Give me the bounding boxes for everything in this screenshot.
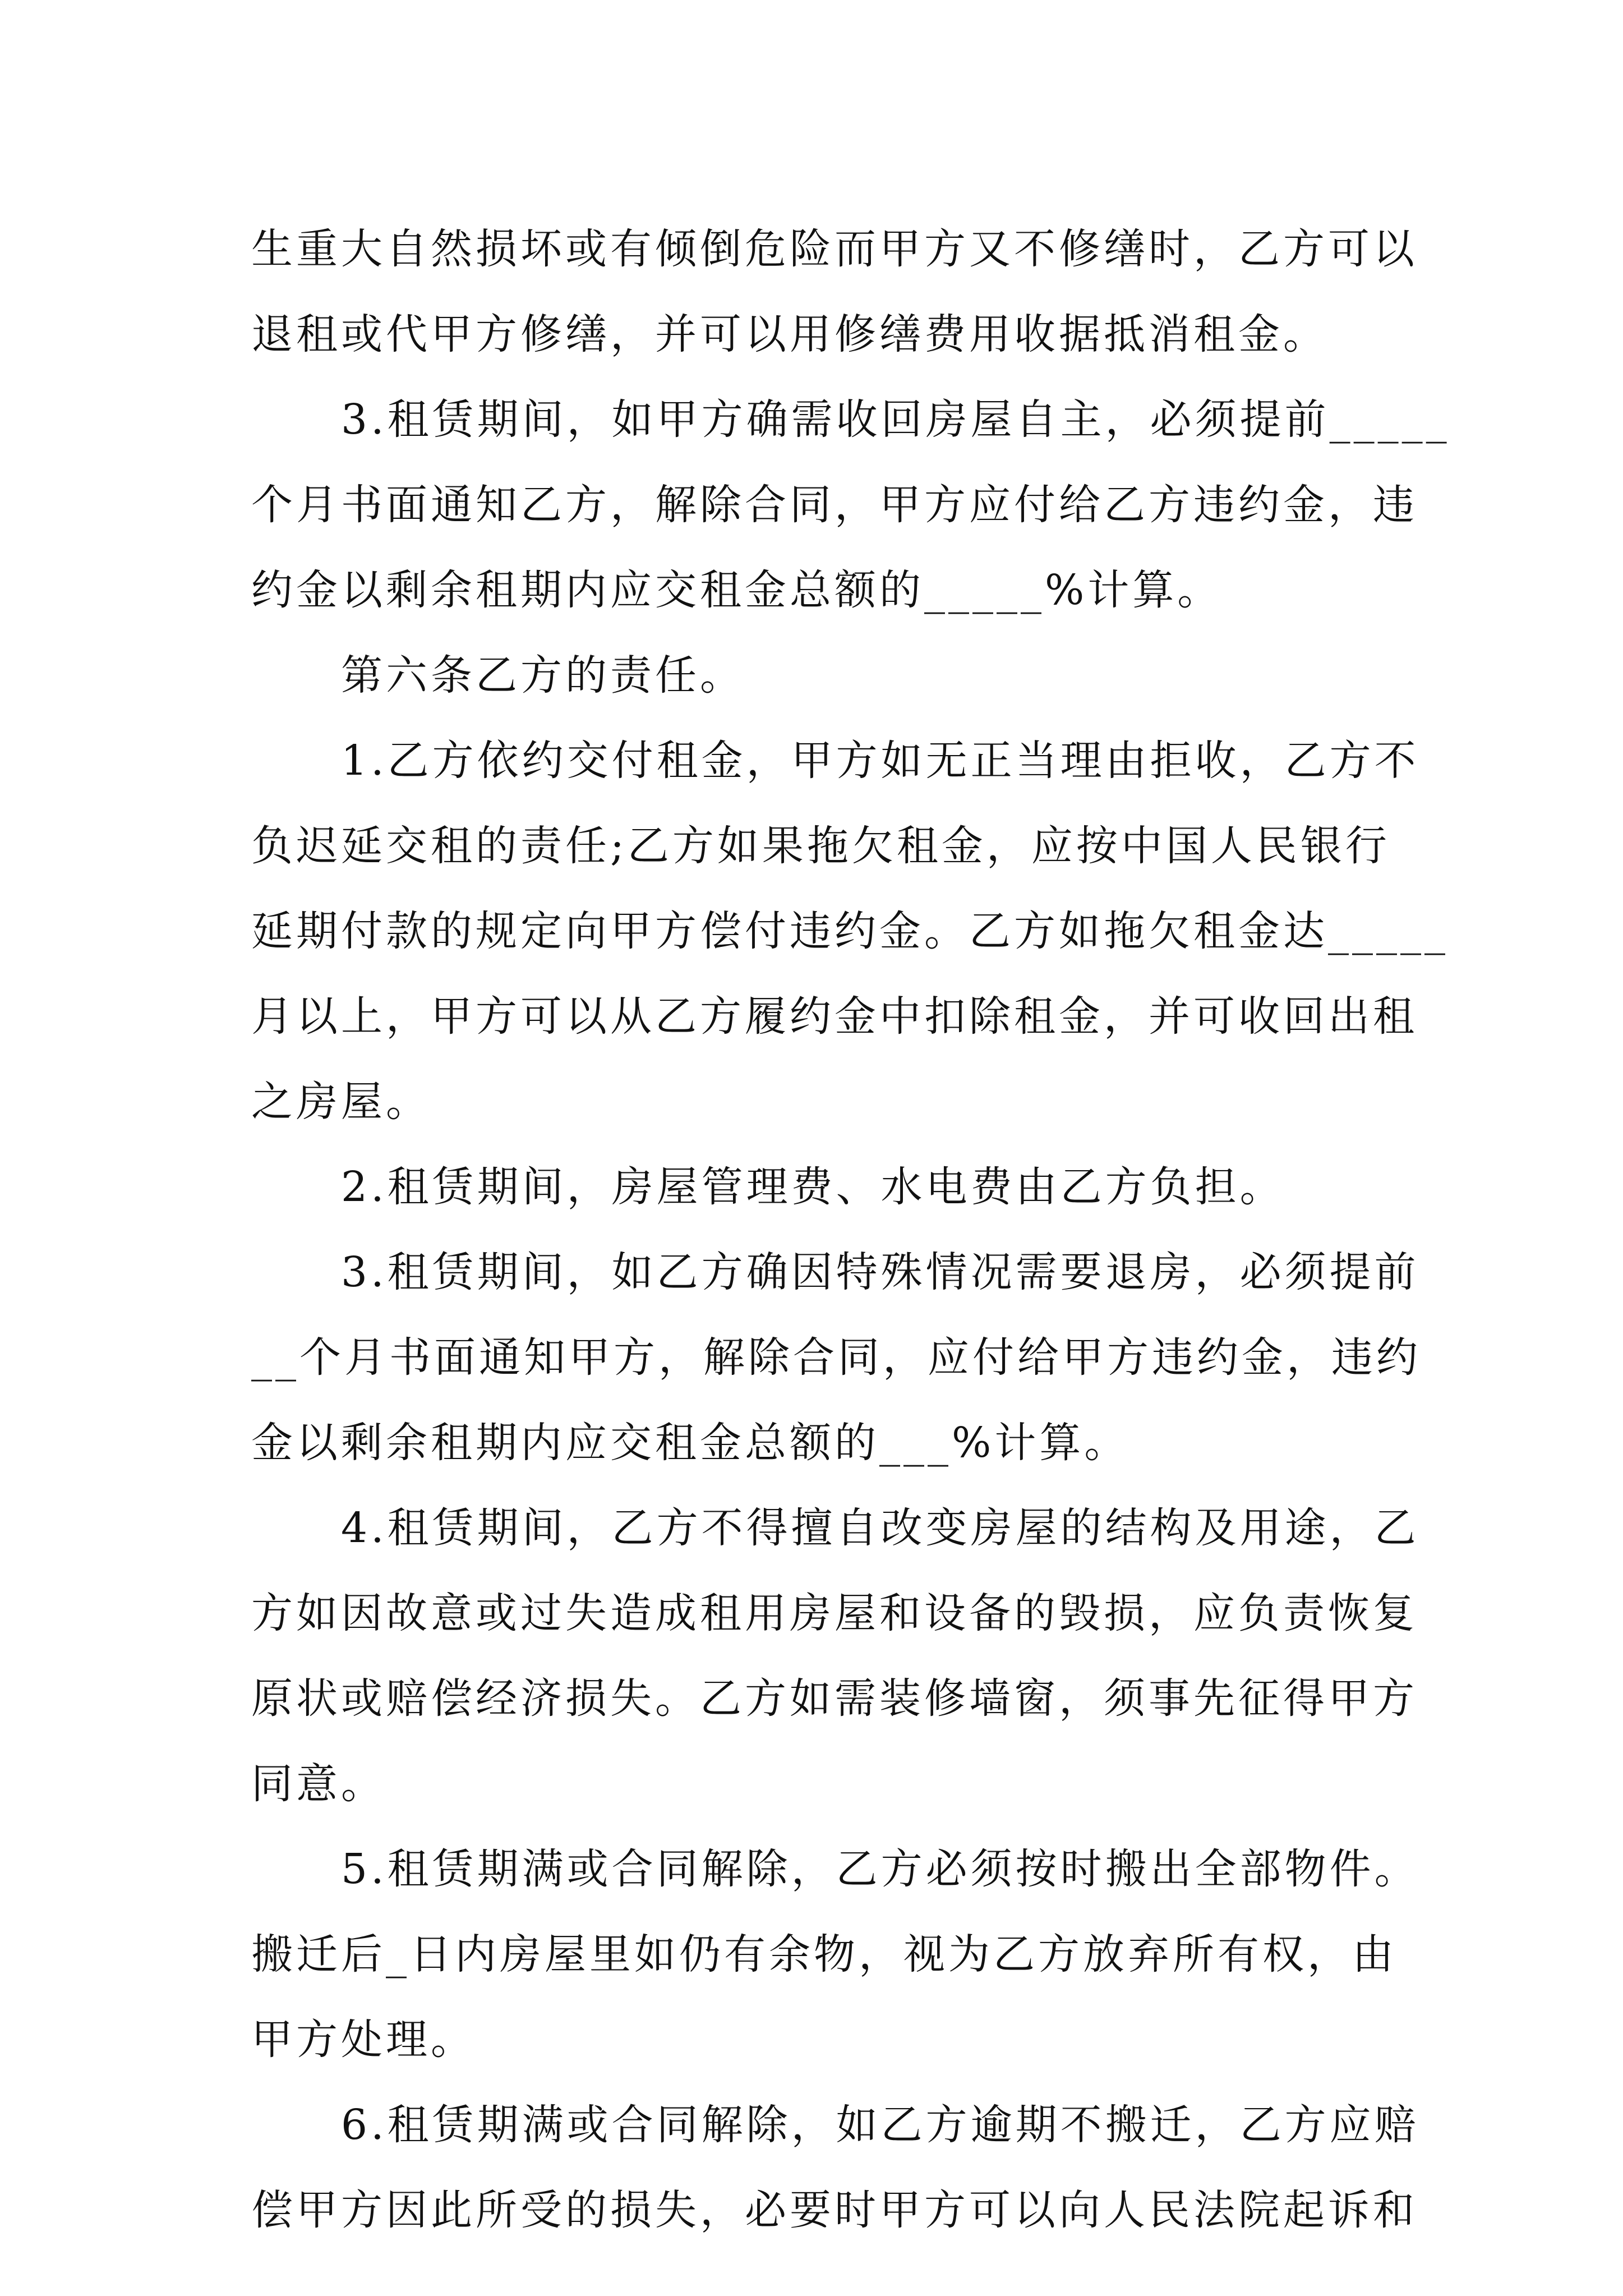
text-line: 甲方处理。 bbox=[251, 2016, 476, 2064]
text-line: 3.租赁期间，如乙方确因特殊情况需要退房，必须提前 bbox=[251, 1248, 1419, 1296]
text-line: 月以上，甲方可以从乙方履约金中扣除租金，并可收回出租 bbox=[251, 992, 1418, 1041]
section-heading: 第六条乙方的责任。 bbox=[251, 651, 745, 700]
contract-body-text bbox=[251, 206, 1450, 2253]
text-line: 负迟延交租的责任;乙方如果拖欠租金，应按中国人民银行 bbox=[251, 822, 1390, 870]
text-line: 之房屋。 bbox=[251, 1078, 431, 1126]
text-line: 生重大自然损坏或有倾倒危险而甲方又不修缮时，乙方可以 bbox=[251, 225, 1418, 273]
text-line: 1.乙方依约交付租金，甲方如无正当理由拒收，乙方不 bbox=[251, 737, 1419, 785]
text-line: 原状或赔偿经济损失。乙方如需装修墙窗，须事先征得甲方 bbox=[251, 1674, 1418, 1723]
text-line: 5.租赁期满或合同解除，乙方必须按时搬出全部物件。 bbox=[251, 1845, 1419, 1893]
text-line: 延期付款的规定向甲方偿付违约金。乙方如拖欠租金达_____ bbox=[251, 907, 1449, 955]
text-line: __个月书面通知甲方，解除合同，应付给甲方违约金，违约 bbox=[251, 1333, 1421, 1382]
text-line: 4.租赁期间，乙方不得擅自改变房屋的结构及用途，乙 bbox=[251, 1504, 1419, 1552]
text-line: 偿甲方因此所受的损失，必要时甲方可以向人民法院起诉和 bbox=[251, 2186, 1418, 2234]
text-line: 搬迁后_日内房屋里如仍有余物，视为乙方放弃所有权，由 bbox=[251, 1930, 1397, 1978]
text-line: 2.租赁期间，房屋管理费、水电费由乙方负担。 bbox=[251, 1163, 1285, 1211]
text-line: 3.租赁期间，如甲方确需收回房屋自主，必须提前_____ bbox=[251, 395, 1450, 444]
text-line: 金以剩余租期内应交租金总额的___%计算。 bbox=[251, 1419, 1129, 1467]
text-line: 个月书面通知乙方，解除合同，甲方应付给乙方违约金，违 bbox=[251, 481, 1418, 529]
text-line: 退租或代甲方修缮，并可以用修缮费用收据抵消租金。 bbox=[251, 310, 1328, 358]
text-line: 约金以剩余租期内应交租金总额的_____%计算。 bbox=[251, 566, 1223, 614]
text-line: 6.租赁期满或合同解除，如乙方逾期不搬迁，乙方应赔 bbox=[251, 2101, 1419, 2149]
text-line: 同意。 bbox=[251, 1760, 386, 1808]
text-line: 方如因故意或过失造成租用房屋和设备的毁损，应负责恢复 bbox=[251, 1589, 1418, 1637]
